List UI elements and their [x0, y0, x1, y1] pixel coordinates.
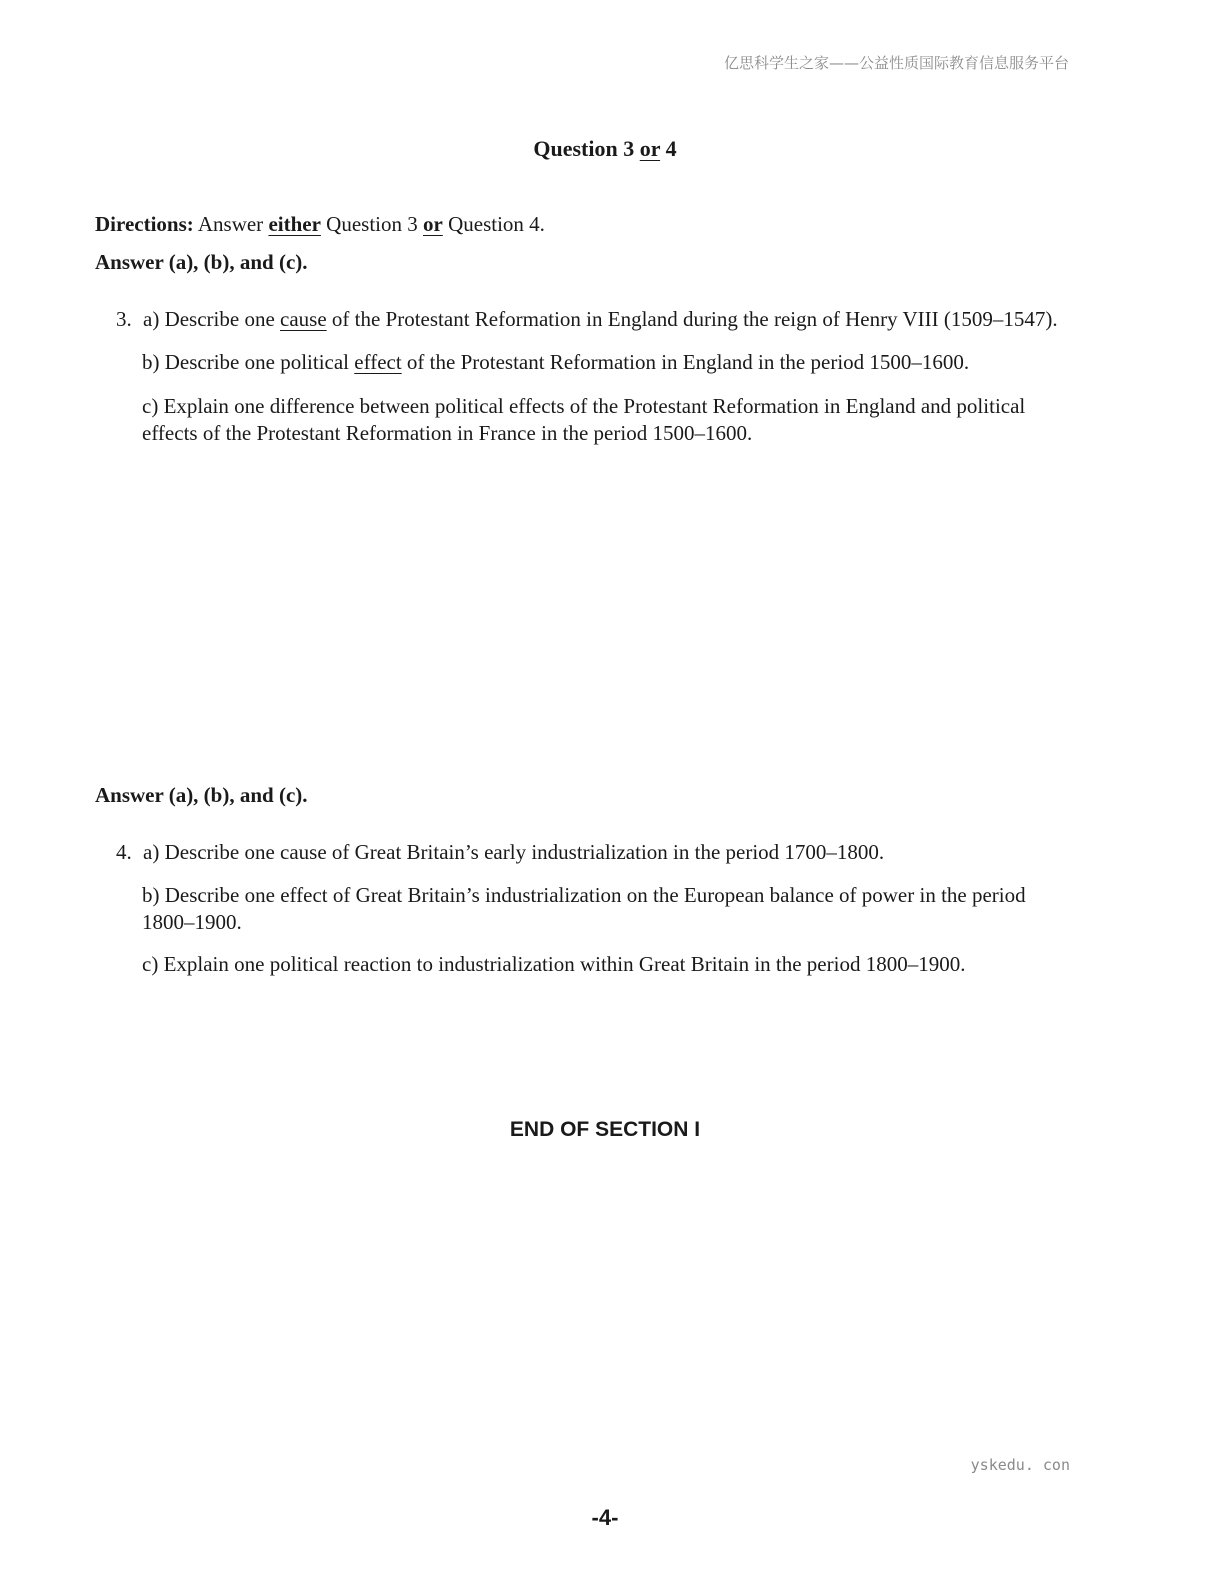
directions-text-3: Question 4.: [442, 212, 545, 236]
q3-b-underline: effect: [354, 350, 402, 374]
q4-number: 4.: [116, 840, 132, 864]
q3-number: 3.: [116, 307, 132, 331]
q3-b-pre: b) Describe one political: [142, 350, 355, 374]
directions-text-2: Question 3: [320, 212, 423, 236]
q4-part-c: c) Explain one political reaction to industrialization within Great Britain in the period 1800–1900.: [142, 952, 966, 976]
q3-part-c: c) Explain one difference between political effects of the Protestant Reformation in England and political effects of the Protestant Reformation in France in the period 1500–1600.: [142, 394, 1026, 445]
q3-a-post: of the Protestant Reformation in England during the reign of Henry VIII (1509–1547).: [326, 307, 1058, 331]
title-part1: Question 3: [533, 136, 640, 161]
q3-part-a: [143, 306, 1103, 333]
end-of-section: END OF SECTION I: [509, 1118, 701, 1141]
title-or: or: [639, 136, 661, 161]
answer-instruction-1: Answer (a), (b), and (c).: [95, 250, 308, 274]
header-watermark: 亿思科学生之家——公益性质国际教育信息服务平台: [723, 54, 1069, 72]
directions-either: either: [268, 212, 321, 236]
directions-text-1: Answer: [193, 212, 269, 236]
title-part2: 4: [660, 136, 677, 161]
page-title: [0, 136, 1210, 162]
q3-part-b: [142, 349, 1092, 376]
q3-a-underline: cause: [280, 307, 327, 331]
page-number: -4-: [591, 1505, 619, 1530]
q3-a-pre: a) Describe one: [143, 307, 281, 331]
footer-watermark: yskedu. con: [970, 1456, 1070, 1474]
answer-instruction-2: Answer (a), (b), and (c).: [95, 783, 308, 807]
q4-part-a: a) Describe one cause of Great Britain’s early industrialization in the period 1700–1800.: [143, 840, 885, 864]
directions-or: or: [423, 212, 443, 236]
q4-part-b: b) Describe one effect of Great Britain’s industrialization on the European balance of power in the period 1800–1900.: [142, 883, 1026, 934]
directions-label: Directions:: [95, 212, 194, 236]
q3-b-post: of the Protestant Reformation in England in the period 1500–1600.: [401, 350, 970, 374]
directions: [95, 211, 545, 238]
